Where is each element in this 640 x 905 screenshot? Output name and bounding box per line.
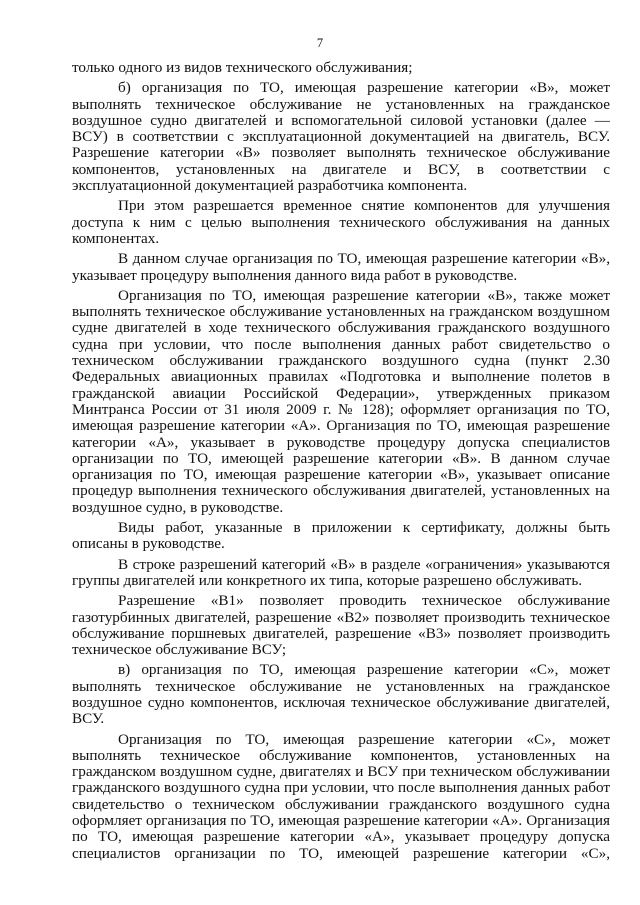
- paragraph-b-subcategories: Разрешение «В1» позволяет проводить техническое обслуживание газотурбинных двигателей, разрешение «В2» позволяет производить техническое обслуживание поршневых двигателей, разрешение «В3» позволяет производить техническое обслуживание ВСУ;: [72, 592, 610, 659]
- paragraph-procedure-b: В данном случае организация по ТО, имеющая разрешение категории «В», указывает процедуру выполнения данного вида работ в руководстве.: [72, 250, 610, 284]
- paragraph-work-types: Виды работ, указанные в приложении к сертификату, должны быть описаны в руководстве.: [72, 519, 610, 553]
- document-body: [72, 60, 610, 866]
- paragraph-installed-engines: Организация по ТО, имеющая разрешение категории «В», также может выполнять техническое обслуживание установленных на гражданском воздушном судне двигателей в ходе технического обслуживания гражданского воздушного судна при условии, что после выполнения данных работ свидетельство о техническом обслуживании гражданского воздушного судна (пункт 2.30 Федеральных авиационных правилах «Подготовка и выполнение полетов в гражданской авиации Российской Федерации», утвержденных приказом Минтранса России от 31 июля 2009 г. № 128); оформляет организация по ТО, имеющая разрешение категории «А». Организация по ТО, имеющая разрешение категории «А», указывает в руководстве процедуру допуска специалистов организации по ТО, имеющей разрешение категории «В». В данном случае организация по ТО, имеющая разрешение категории «В», указывает описание процедур выполнения технического обслуживания двигателей, установленных на воздушное судно, в руководстве.: [72, 286, 610, 516]
- paragraph-temporary-removal: При этом разрешается временное снятие компонентов для улучшения доступа к ним с целью выполнения технического обслуживания на данных компонентах.: [72, 197, 610, 247]
- paragraph-item-b: б) организация по ТО, имеющая разрешение категории «В», может выполнять техническое обслуживание не установленных на гражданское воздушное судно двигателей и вспомогательной силовой установки (далее — ВСУ) в соответствии с эксплуатационной документацией на двигатель, ВСУ. Разрешение категории «В» позволяет выполнять техническое обслуживание компонентов, установленных на двигателе и ВСУ, в соответствии с эксплуатационной документацией разработчика компонента.: [72, 79, 610, 195]
- paragraph-installed-components: Организация по ТО, имеющая разрешение категории «С», может выполнять техническое обслуживание компонентов, установленных на гражданском воздушном судне, двигателях и ВСУ при техническом обслуживании гражданского воздушного судна при условии, что после выполнения данных работ свидетельство о техническом обслуживании гражданского воздушного судна оформляет организация по ТО, имеющая разрешение категории «А». Организация по ТО, имеющая разрешение категории «А», указывает процедуру допуска специалистов организации по ТО, имеющей разрешение категории «С»,: [72, 730, 610, 862]
- paragraph-limitations: В строке разрешений категорий «В» в разделе «ограничения» указываются группы двигателей или конкретного их типа, которые разрешено обслуживать.: [72, 555, 610, 589]
- paragraph-item-c: в) организация по ТО, имеющая разрешение категории «С», может выполнять техническое обслуживание не установленных на гражданское воздушное судно компонентов, исключая техническое обслуживание двигателей, ВСУ.: [72, 661, 610, 728]
- paragraph-continuation: только одного из видов технического обслуживания;: [72, 59, 413, 76]
- page-number: 7: [316, 36, 324, 50]
